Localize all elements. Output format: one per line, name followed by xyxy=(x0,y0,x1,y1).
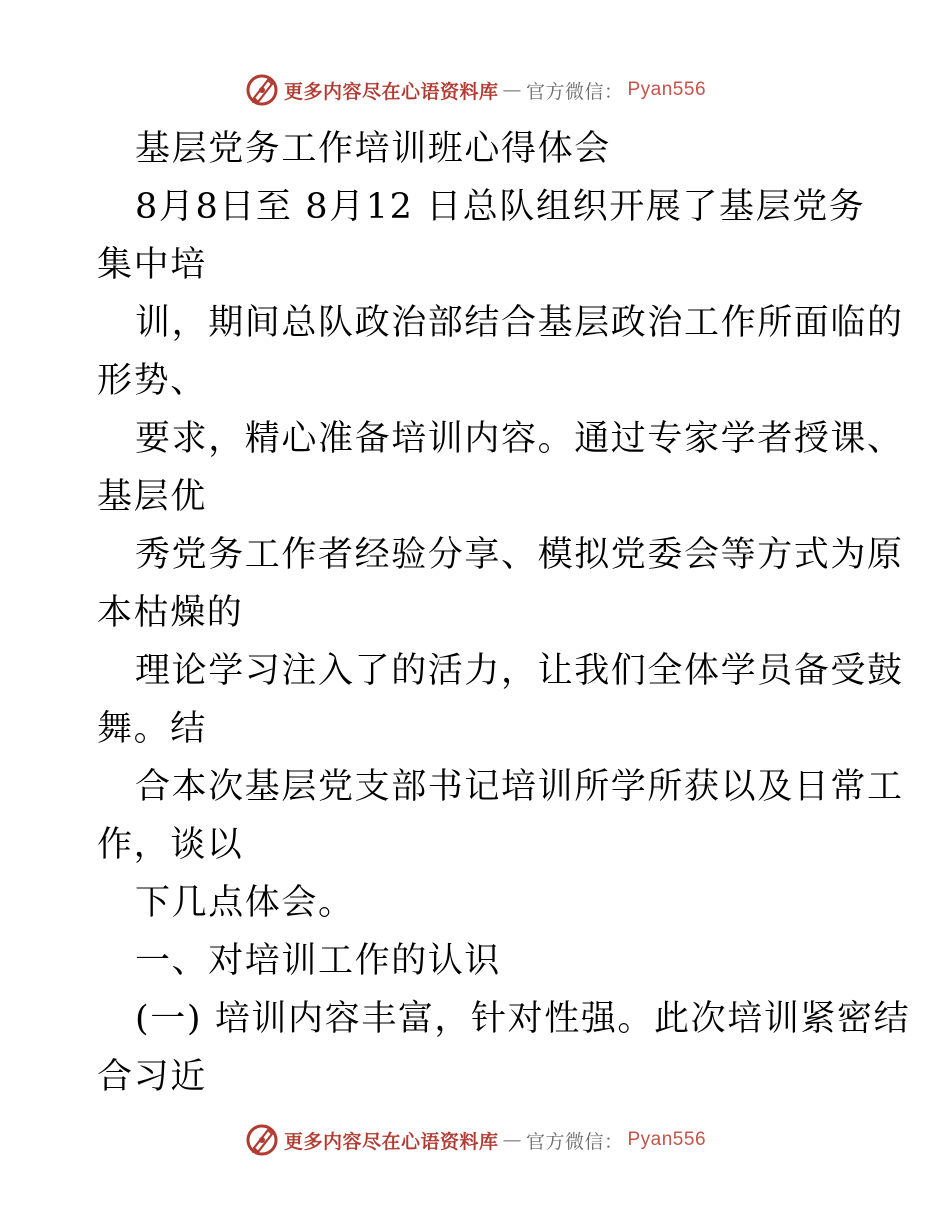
pen-circle-logo-icon xyxy=(244,72,280,108)
banner-wechat-id: Pyan556 xyxy=(627,79,707,100)
paragraph-line: 秀党务工作者经验分享、模拟党委会等方式为原 xyxy=(135,535,904,575)
banner-dash: — xyxy=(502,79,522,101)
paragraph-line: 下几点体会。 xyxy=(135,883,355,923)
banner-main-text: 更多内容尽在心语资料库 xyxy=(283,1130,499,1153)
footer-banner xyxy=(0,1120,950,1160)
banner-wechat-id: Pyan556 xyxy=(627,1129,707,1150)
banner-main-text: 更多内容尽在心语资料库 xyxy=(283,80,499,103)
paragraph-line: 集中培 xyxy=(97,245,207,285)
paragraph-line: 本枯燥的 xyxy=(97,593,244,633)
paragraph-line: 理论学习注入了的活力，让我们全体学员备受鼓 xyxy=(135,651,904,691)
paragraph-line: 要求，精心准备培训内容。通过专家学者授课、 xyxy=(135,419,904,459)
paragraph-line: 合习近 xyxy=(97,1057,207,1097)
paragraph-line: 作，谈以 xyxy=(97,825,244,865)
paragraph-line: 训，期间总队政治部结合基层政治工作所面临的 xyxy=(135,303,904,343)
document-body xyxy=(97,120,911,1106)
banner-wechat-label: 官方微信： xyxy=(525,80,624,103)
paragraph-line: (一) 培训内容丰富，针对性强。此次培训紧密结 xyxy=(135,999,911,1039)
paragraph-line: 形势、 xyxy=(97,361,207,401)
section-heading: 一、对培训工作的认识 xyxy=(135,941,502,981)
paragraph-line: 舞。结 xyxy=(97,709,207,749)
banner-content xyxy=(244,1122,706,1158)
header-banner xyxy=(0,70,950,110)
banner-content xyxy=(244,72,706,108)
banner-wechat-label: 官方微信： xyxy=(525,1130,624,1153)
paragraph-line: 基层优 xyxy=(97,477,207,517)
banner-dash: — xyxy=(502,1129,522,1151)
pen-circle-logo-icon xyxy=(244,1122,280,1158)
document-title: 基层党务工作培训班心得体会 xyxy=(135,129,611,169)
paragraph-line: 合本次基层党支部书记培训所学所获以及日常工 xyxy=(135,767,904,807)
paragraph-line: 8月8日至 8月12 日总队组织开展了基层党务 xyxy=(135,187,866,227)
